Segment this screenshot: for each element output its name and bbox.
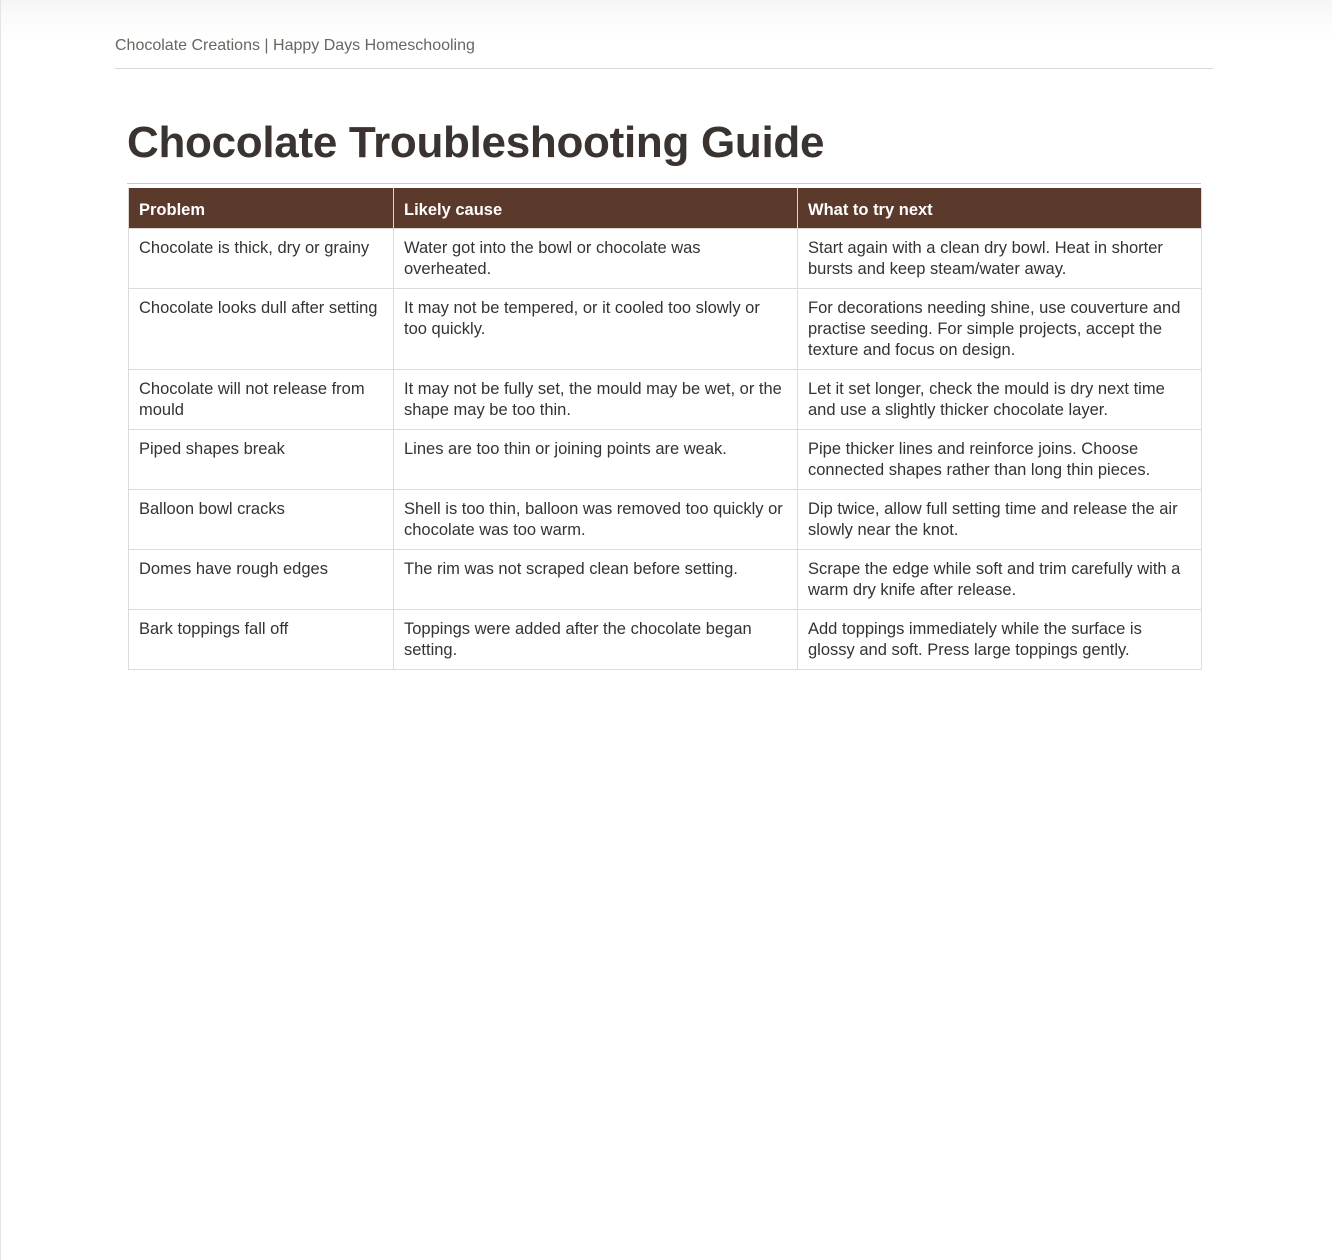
table-header-row: [129, 188, 1202, 229]
table-row: [129, 490, 1202, 550]
running-header-text: Chocolate Creations | Happy Days Homeschooling: [115, 37, 475, 54]
table-row: [129, 370, 1202, 430]
table-row: [129, 229, 1202, 289]
cause-cell: Toppings were added after the chocolate began setting.: [394, 610, 798, 670]
problem-cell: Chocolate looks dull after setting: [129, 289, 394, 370]
column-header-likely-cause: Likely cause: [394, 188, 798, 229]
fix-cell: Scrape the edge while soft and trim carefully with a warm dry knife after release.: [798, 550, 1202, 610]
table-row: [129, 550, 1202, 610]
cause-cell: The rim was not scraped clean before setting.: [394, 550, 798, 610]
table-row: [129, 430, 1202, 490]
cause-cell: Water got into the bowl or chocolate was overheated.: [394, 229, 798, 289]
page-title: Chocolate Troubleshooting Guide: [127, 118, 825, 167]
fix-cell: Pipe thicker lines and reinforce joins. Choose connected shapes rather than long thin pieces.: [798, 430, 1202, 490]
problem-cell: Bark toppings fall off: [129, 610, 394, 670]
problem-cell: Piped shapes break: [129, 430, 394, 490]
cause-cell: It may not be tempered, or it cooled too slowly or too quickly.: [394, 289, 798, 370]
table-row: [129, 610, 1202, 670]
running-header: [115, 36, 1213, 69]
problem-cell: Chocolate is thick, dry or grainy: [129, 229, 394, 289]
page-top-shade: [0, 0, 1332, 40]
column-header-what-to-try-next: What to try next: [798, 188, 1202, 229]
fix-cell: Start again with a clean dry bowl. Heat in shorter bursts and keep steam/water away.: [798, 229, 1202, 289]
cause-cell: It may not be fully set, the mould may be wet, or the shape may be too thin.: [394, 370, 798, 430]
problem-cell: Chocolate will not release from mould: [129, 370, 394, 430]
cause-cell: Lines are too thin or joining points are weak.: [394, 430, 798, 490]
fix-cell: Dip twice, allow full setting time and release the air slowly near the knot.: [798, 490, 1202, 550]
problem-cell: Balloon bowl cracks: [129, 490, 394, 550]
problem-cell: Domes have rough edges: [129, 550, 394, 610]
cause-cell: Shell is too thin, balloon was removed too quickly or chocolate was too warm.: [394, 490, 798, 550]
fix-cell: Let it set longer, check the mould is dry next time and use a slightly thicker chocolate layer.: [798, 370, 1202, 430]
fix-cell: For decorations needing shine, use couverture and practise seeding. For simple projects, accept the texture and focus on design.: [798, 289, 1202, 370]
title-divider: [127, 183, 1201, 184]
fix-cell: Add toppings immediately while the surface is glossy and soft. Press large toppings gently.: [798, 610, 1202, 670]
column-header-problem: Problem: [129, 188, 394, 229]
page-edge: [0, 0, 1, 1260]
table-row: [129, 289, 1202, 370]
troubleshooting-table: [128, 188, 1202, 670]
